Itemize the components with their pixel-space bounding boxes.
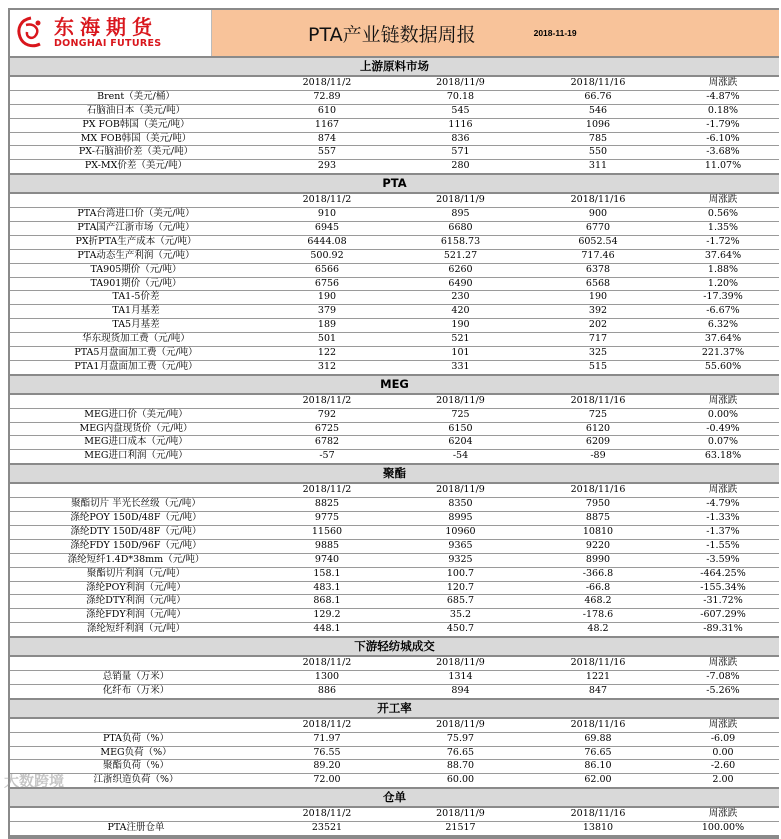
- table-row: [10, 105, 779, 119]
- table-row: [10, 361, 779, 376]
- cell-value: 48.2: [587, 623, 609, 635]
- cell-value: 9885: [314, 539, 340, 551]
- cell-value: 100.00%: [701, 822, 745, 834]
- cell-value: 周涨跌: [708, 394, 738, 406]
- row-label: 涤纶短纤1.4D*38mm（元/吨）: [67, 553, 205, 565]
- cell-value: 周涨跌: [708, 194, 738, 206]
- cell-value: 910: [317, 208, 337, 220]
- table-row: [10, 91, 779, 105]
- table-row: [10, 609, 779, 623]
- table-row: [10, 774, 779, 789]
- column-header-row: [10, 657, 779, 671]
- row-label: MEG进口成本（元/吨）: [84, 436, 188, 448]
- table-row: [10, 222, 779, 236]
- cell-value: -6.67%: [706, 305, 740, 317]
- cell-value: 158.1: [313, 567, 341, 579]
- cell-value: 周涨跌: [708, 657, 738, 669]
- cell-value: -89.31%: [703, 623, 743, 635]
- cell-value: 2018/11/9: [436, 194, 485, 206]
- cell-value: -3.68%: [706, 146, 740, 158]
- cell-value: 6444.08: [307, 235, 347, 247]
- cell-value: 1300: [314, 670, 340, 682]
- cell-value: 717.46: [581, 249, 615, 261]
- cell-value: 325: [588, 347, 608, 359]
- cell-value: 610: [317, 104, 337, 116]
- cell-value: 周涨跌: [708, 484, 738, 496]
- cell-value: 521: [451, 333, 470, 345]
- cell-value: 1.35%: [707, 222, 739, 234]
- cell-value: 792: [317, 408, 337, 420]
- cell-value: -54: [452, 450, 469, 462]
- table-row: [10, 540, 779, 554]
- cell-value: 70.18: [446, 90, 475, 102]
- row-label: 涤纶FDY利润（元/吨）: [86, 609, 186, 621]
- row-label: [10, 395, 262, 408]
- cell-value: 450.7: [446, 623, 475, 635]
- cell-value: 392: [588, 305, 608, 317]
- row-label: TA905期价（元/吨）: [90, 263, 182, 275]
- cell-value: -89: [590, 450, 606, 462]
- row-label: PTA5月盘面加工费（元/吨）: [74, 347, 198, 359]
- cell-value: 2018/11/2: [302, 484, 352, 496]
- row-label: [10, 808, 262, 821]
- cell-value: 9775: [314, 512, 340, 524]
- cell-value: 1167: [314, 118, 340, 130]
- column-header-row: [10, 808, 779, 822]
- cell-value: 1096: [585, 118, 611, 130]
- table-row: [10, 623, 779, 638]
- table-row: [10, 822, 779, 837]
- table-row: [10, 760, 779, 774]
- cell-value: 2018/11/16: [570, 484, 626, 496]
- cell-value: 202: [588, 319, 608, 331]
- section-header: 聚酯: [10, 465, 779, 484]
- cell-value: -155.34%: [700, 581, 746, 593]
- table-row: [10, 208, 779, 222]
- cell-value: 6158.73: [440, 235, 481, 247]
- cell-value: 420: [451, 305, 470, 317]
- cell-value: -31.72%: [703, 595, 743, 607]
- cell-value: 10810: [582, 525, 614, 537]
- cell-value: 71.97: [313, 732, 341, 744]
- cell-value: 1116: [448, 118, 473, 130]
- cell-value: 868.1: [313, 595, 341, 607]
- cell-value: -4.87%: [706, 90, 740, 102]
- row-label: PTA国产江浙市场（元/吨）: [77, 222, 195, 234]
- cell-value: 0.07%: [707, 436, 739, 448]
- cell-value: 2018/11/2: [302, 394, 352, 406]
- cell-value: 9365: [448, 539, 473, 551]
- row-label: MEG负荷（%）: [100, 746, 172, 758]
- cell-value: 6756: [314, 277, 340, 289]
- row-label: PTA动态生产利润（元/吨）: [77, 249, 195, 261]
- cell-value: 2018/11/16: [570, 194, 626, 206]
- cell-value: 717: [588, 333, 608, 345]
- cell-value: -464.25%: [700, 567, 746, 579]
- table-row: [10, 236, 779, 250]
- row-label: 华东现货加工费（元/吨）: [82, 333, 190, 345]
- section-header: 下游轻纺城成交: [10, 638, 779, 657]
- cell-value: 120.7: [446, 581, 475, 593]
- cell-value: 6945: [314, 222, 340, 234]
- cell-value: 190: [317, 291, 337, 303]
- row-label: PX FOB韩国（美元/吨）: [82, 118, 190, 130]
- cell-value: -178.6: [582, 609, 614, 621]
- cell-value: -2.60: [710, 760, 736, 772]
- cell-value: 331: [451, 360, 470, 372]
- cell-value: 6770: [585, 222, 611, 234]
- cell-value: 62.00: [584, 774, 612, 786]
- cell-value: 2018/11/16: [570, 718, 626, 730]
- cell-value: 72.89: [313, 90, 341, 102]
- row-label: 聚酯负荷（%）: [102, 760, 170, 772]
- cell-value: 886: [317, 684, 337, 696]
- section-header: 仓单: [10, 789, 779, 808]
- row-label: [10, 194, 262, 207]
- cell-value: 0.00: [712, 746, 734, 758]
- row-label: PX折PTA生产成本（元/吨）: [75, 235, 197, 247]
- cell-value: 557: [317, 146, 337, 158]
- cell-value: 88.70: [446, 760, 475, 772]
- cell-value: -1.33%: [706, 512, 740, 524]
- cell-value: 11560: [311, 525, 343, 537]
- logo-english-name: DONGHAI FUTURES: [54, 38, 162, 50]
- cell-value: 60.00: [446, 774, 475, 786]
- cell-value: 6.32%: [707, 319, 739, 331]
- cell-value: 37.64%: [704, 249, 742, 261]
- cell-value: -1.79%: [706, 118, 740, 130]
- cell-value: 76.55: [313, 746, 341, 758]
- cell-value: 293: [317, 160, 337, 172]
- cell-value: 10960: [445, 525, 476, 537]
- cell-value: 448.1: [313, 623, 341, 635]
- cell-value: 2018/11/16: [570, 394, 626, 406]
- table-row: [10, 512, 779, 526]
- cell-value: 2018/11/9: [436, 657, 485, 669]
- row-label: [10, 719, 262, 732]
- cell-value: 69.88: [584, 732, 612, 744]
- cell-value: -1.37%: [706, 525, 740, 537]
- report-header: [10, 10, 779, 58]
- cell-value: 6490: [448, 277, 473, 289]
- section-header: 上游原料市场: [10, 58, 779, 77]
- cell-value: 190: [451, 319, 470, 331]
- watermark: 大数跨境: [4, 772, 65, 790]
- cell-value: 545: [451, 104, 470, 116]
- cell-value: 280: [451, 160, 470, 172]
- cell-value: 895: [451, 208, 470, 220]
- cell-value: 230: [451, 291, 470, 303]
- report-title: PTA产业链数据周报: [308, 23, 476, 46]
- cell-value: 129.2: [313, 609, 341, 621]
- cell-value: 6378: [585, 263, 611, 275]
- row-label: 涤纶FDY 150D/96F（元/吨）: [70, 539, 202, 551]
- row-label: 涤纶DTY利润（元/吨）: [86, 595, 186, 607]
- table-row: [10, 133, 779, 147]
- title-banner: [212, 10, 779, 56]
- cell-value: 6566: [314, 263, 340, 275]
- table-row: [10, 264, 779, 278]
- row-label: PX-MX价差（美元/吨）: [84, 160, 188, 172]
- cell-value: 100.7: [446, 567, 475, 579]
- column-header-row: [10, 484, 779, 498]
- row-label: MEG内盘现货价（元/吨）: [79, 422, 193, 434]
- cell-value: 515: [588, 360, 608, 372]
- cell-value: 550: [588, 146, 608, 158]
- cell-value: 2018/11/2: [302, 194, 352, 206]
- cell-value: 2018/11/2: [302, 657, 352, 669]
- cell-value: 190: [588, 291, 608, 303]
- table-row: [10, 747, 779, 761]
- cell-value: 189: [317, 319, 337, 331]
- row-label: PTA注册仓单: [107, 822, 165, 834]
- row-label: Brent（美元/桶）: [97, 90, 175, 102]
- cell-value: 9220: [585, 539, 611, 551]
- report-table: [8, 8, 779, 839]
- table-row: [10, 526, 779, 540]
- cell-value: 2018/11/2: [302, 77, 352, 88]
- row-label: TA5月基差: [112, 319, 160, 331]
- cell-value: 122: [317, 347, 337, 359]
- cell-value: 7950: [585, 498, 611, 510]
- row-label: 江浙织造负荷（%）: [93, 774, 179, 786]
- row-label: 涤纶短纤利润（元/吨）: [86, 623, 186, 635]
- cell-value: 2018/11/9: [436, 718, 485, 730]
- cell-value: 72.00: [313, 774, 341, 786]
- report-date: 2018-11-19: [533, 28, 577, 38]
- table-row: [10, 450, 779, 465]
- cell-value: 55.60%: [704, 360, 742, 372]
- row-label: PTA台湾进口价（美元/吨）: [77, 208, 195, 220]
- sections-container: [10, 58, 779, 837]
- cell-value: 1221: [585, 670, 611, 682]
- cell-value: 2.00: [712, 774, 734, 786]
- cell-value: 周涨跌: [708, 77, 738, 88]
- cell-value: -1.72%: [706, 235, 740, 247]
- table-row: [10, 347, 779, 361]
- cell-value: 6782: [314, 436, 340, 448]
- cell-value: 75.97: [446, 732, 475, 744]
- cell-value: 1.20%: [707, 277, 739, 289]
- cell-value: 101: [451, 347, 470, 359]
- cell-value: 89.20: [313, 760, 341, 772]
- table-row: [10, 119, 779, 133]
- row-label: 涤纶POY 150D/48F（元/吨）: [70, 512, 202, 524]
- table-row: [10, 595, 779, 609]
- cell-value: 8350: [448, 498, 473, 510]
- cell-value: 0.00%: [707, 408, 739, 420]
- row-label: 聚酯切片利润（元/吨）: [86, 567, 186, 579]
- cell-value: 379: [317, 305, 337, 317]
- cell-value: 571: [451, 146, 470, 158]
- row-label: 涤纶DTY 150D/48F（元/吨）: [70, 525, 202, 537]
- table-row: [10, 409, 779, 423]
- row-label: PTA负荷（%）: [102, 732, 170, 744]
- cell-value: 6204: [448, 436, 473, 448]
- company-logo: [10, 10, 212, 56]
- cell-value: 900: [588, 208, 608, 220]
- cell-value: 6260: [448, 263, 473, 275]
- cell-value: 785: [588, 132, 608, 144]
- table-row: [10, 671, 779, 685]
- cell-value: 6680: [448, 222, 473, 234]
- cell-value: 483.1: [313, 581, 341, 593]
- cell-value: 2018/11/9: [436, 394, 485, 406]
- cell-value: 1.88%: [707, 263, 739, 275]
- cell-value: 76.65: [584, 746, 612, 758]
- cell-value: -0.49%: [706, 422, 740, 434]
- cell-value: 周涨跌: [708, 718, 738, 730]
- section-header: MEG: [10, 376, 779, 395]
- table-row: [10, 582, 779, 596]
- cell-value: 1314: [448, 670, 473, 682]
- cell-value: -17.39%: [703, 291, 743, 303]
- cell-value: 2018/11/9: [436, 484, 485, 496]
- column-header-row: [10, 395, 779, 409]
- cell-value: 521.27: [443, 249, 478, 261]
- table-row: [10, 685, 779, 700]
- cell-value: 2018/11/16: [570, 77, 626, 88]
- cell-value: 874: [317, 132, 337, 144]
- cell-value: -6.10%: [706, 132, 740, 144]
- cell-value: -66.8: [585, 581, 611, 593]
- logo-chinese-name: 东海期货: [54, 15, 158, 40]
- cell-value: 685.7: [446, 595, 475, 607]
- cell-value: -6.09: [710, 732, 736, 744]
- cell-value: 8825: [314, 498, 340, 510]
- row-label: 化纤布（万米）: [102, 684, 170, 696]
- table-row: [10, 319, 779, 333]
- cell-value: 546: [588, 104, 608, 116]
- table-row: [10, 733, 779, 747]
- table-row: [10, 333, 779, 347]
- row-label: TA1月基差: [112, 305, 160, 317]
- cell-value: 501: [317, 333, 337, 345]
- cell-value: -607.29%: [700, 609, 746, 621]
- cell-value: 周涨跌: [708, 808, 738, 820]
- row-label: MX FOB韩国（美元/吨）: [80, 132, 192, 144]
- cell-value: 468.2: [584, 595, 612, 607]
- cell-value: 2018/11/9: [436, 77, 485, 88]
- cell-value: 76.65: [446, 746, 475, 758]
- cell-value: -57: [319, 450, 335, 462]
- cell-value: -4.79%: [706, 498, 740, 510]
- row-label: [10, 657, 262, 670]
- cell-value: 312: [317, 360, 337, 372]
- cell-value: 500.92: [310, 249, 344, 261]
- row-label: 聚酯切片 半光长丝级（元/吨）: [71, 498, 201, 510]
- cell-value: 6209: [585, 436, 611, 448]
- row-label: TA901期价（元/吨）: [90, 277, 182, 289]
- cell-value: 6052.54: [578, 235, 618, 247]
- cell-value: 13810: [582, 822, 614, 834]
- cell-value: 35.2: [449, 609, 472, 621]
- section-header: PTA: [10, 175, 779, 194]
- table-row: [10, 568, 779, 582]
- cell-value: 86.10: [584, 760, 612, 772]
- cell-value: 6725: [314, 422, 340, 434]
- column-header-row: [10, 719, 779, 733]
- row-label: [10, 77, 262, 90]
- table-row: [10, 146, 779, 160]
- cell-value: 6150: [448, 422, 473, 434]
- cell-value: 11.07%: [704, 160, 742, 172]
- cell-value: -3.59%: [706, 553, 740, 565]
- section-header: 开工率: [10, 700, 779, 719]
- cell-value: 2018/11/2: [302, 808, 352, 820]
- cell-value: -5.26%: [706, 684, 740, 696]
- cell-value: 9740: [314, 553, 340, 565]
- cell-value: -1.55%: [706, 539, 740, 551]
- column-header-row: [10, 194, 779, 208]
- cell-value: 63.18%: [704, 450, 742, 462]
- column-header-row: [10, 77, 779, 91]
- cell-value: 2018/11/2: [302, 718, 352, 730]
- row-label: [10, 484, 262, 497]
- cell-value: 0.56%: [707, 208, 739, 220]
- cell-value: 725: [451, 408, 470, 420]
- cell-value: 37.64%: [704, 333, 742, 345]
- row-label: TA1-5价差: [112, 291, 160, 303]
- table-row: [10, 498, 779, 512]
- cell-value: 6120: [585, 422, 611, 434]
- cell-value: -7.08%: [706, 670, 740, 682]
- row-label: PX-石脑油价差（美元/吨）: [78, 146, 194, 158]
- cell-value: 221.37%: [701, 347, 745, 359]
- row-label: PTA1月盘面加工费（元/吨）: [74, 360, 198, 372]
- table-row: [10, 160, 779, 175]
- table-row: [10, 305, 779, 319]
- table-row: [10, 250, 779, 264]
- row-label: MEG进口价（美元/吨）: [84, 408, 188, 420]
- table-row: [10, 423, 779, 437]
- table-row: [10, 436, 779, 450]
- cell-value: 8990: [585, 553, 611, 565]
- row-label: 总销量（万米）: [102, 670, 170, 682]
- cell-value: 836: [451, 132, 470, 144]
- cell-value: 9325: [448, 553, 473, 565]
- table-row: [10, 554, 779, 568]
- row-label: 涤纶POY利润（元/吨）: [86, 581, 186, 593]
- cell-value: 8995: [448, 512, 473, 524]
- cell-value: 725: [588, 408, 608, 420]
- dragon-logo-icon: [14, 15, 48, 51]
- cell-value: 66.76: [584, 90, 612, 102]
- cell-value: 894: [451, 684, 470, 696]
- cell-value: 6568: [585, 277, 611, 289]
- cell-value: 2018/11/16: [570, 808, 626, 820]
- cell-value: 2018/11/9: [436, 808, 485, 820]
- table-row: [10, 278, 779, 292]
- cell-value: 0.18%: [707, 104, 739, 116]
- cell-value: -366.8: [582, 567, 614, 579]
- row-label: MEG进口利润（元/吨）: [84, 450, 188, 462]
- cell-value: 23521: [311, 822, 343, 834]
- cell-value: 847: [588, 684, 608, 696]
- table-row: [10, 291, 779, 305]
- cell-value: 8875: [585, 512, 611, 524]
- cell-value: 311: [588, 160, 608, 172]
- cell-value: 21517: [445, 822, 476, 834]
- row-label: 石脑油日本（美元/吨）: [86, 104, 186, 116]
- cell-value: 2018/11/16: [570, 657, 626, 669]
